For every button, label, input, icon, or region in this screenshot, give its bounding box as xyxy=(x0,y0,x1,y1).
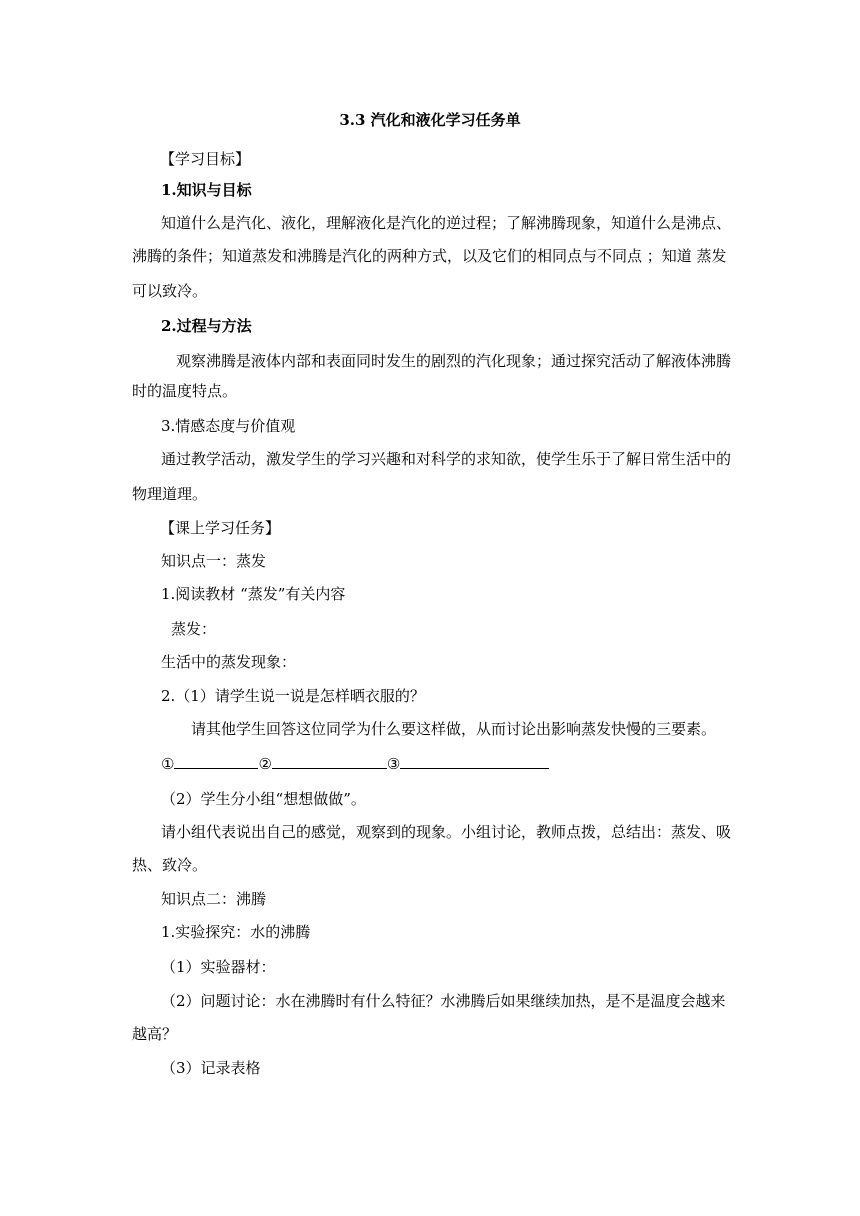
goal1-text-line: 可以致冷。 xyxy=(132,282,208,300)
kp1-life-label: 生活中的蒸发现象： xyxy=(161,653,297,671)
kp2-title: 知识点二：沸腾 xyxy=(161,890,267,908)
kp1-read: 1.阅读教材 “蒸发”有关内容 xyxy=(161,585,346,603)
kp2-discussion-line: （2）问题讨论：水在沸腾时有什么特征？水沸腾后如果继续加热，是不是温度会越来 xyxy=(161,992,726,1010)
kp2-experiment: 1.实验探究：水的沸腾 xyxy=(161,923,311,941)
kp2-record-table: （3）记录表格 xyxy=(161,1059,261,1077)
blank-row xyxy=(161,754,549,774)
answer-blank-1 xyxy=(174,754,258,769)
goal1-text-line: 沸腾的条件；知道蒸发和沸腾是汽化的两种方式，以及它们的相同点与不同点 ；知道 蒸发 xyxy=(132,247,727,265)
goal3-text-line: 通过教学活动，激发学生的学习兴趣和对科学的求知欲，使学生乐于了解日常生活中的 xyxy=(161,450,732,468)
kp1-group-text-line: 请小组代表说出自己的感觉，观察到的现象。小组讨论，教师点拨，总结出：蒸发、吸 xyxy=(161,823,732,841)
blank-mark-1: ① xyxy=(161,755,175,773)
goal2-text-line: 时的温度特点。 xyxy=(132,382,238,400)
goal2-text-line: 观察沸腾是液体内部和表面同时发生的剧烈的汽化现象；通过探究活动了解液体沸腾 xyxy=(176,352,732,370)
kp1-title: 知识点一：蒸发 xyxy=(161,552,267,570)
blank-mark-3: ③ xyxy=(386,755,401,773)
blank-mark-2: ② xyxy=(258,755,272,773)
answer-blank-2 xyxy=(272,754,387,769)
goal1-title: 1.知识与目标 xyxy=(161,181,252,199)
goal1-text-line: 知道什么是汽化、液化，理解液化是汽化的逆过程；了解沸腾现象，知道什么是沸点、 xyxy=(161,214,732,232)
goals-header: 【学习目标】 xyxy=(160,150,251,168)
kp1-evap-label: 蒸发： xyxy=(171,620,217,638)
kp1-question-2-2: （2）学生分小组“想想做做”。 xyxy=(161,790,366,808)
kp1-question-2: 2.（1）请学生说一说是怎样晒衣服的？ xyxy=(161,687,425,705)
tasks-header: 【课上学习任务】 xyxy=(160,519,281,537)
kp2-discussion-line: 越高？ xyxy=(132,1025,178,1043)
goal3-text-line: 物理道理。 xyxy=(132,485,208,503)
goal2-title: 2.过程与方法 xyxy=(161,317,252,335)
page-title: 3.3 汽化和液化学习任务单 xyxy=(339,111,521,129)
kp1-group-text-line: 热、致冷。 xyxy=(132,856,208,874)
kp1-question-followup: 请其他学生回答这位同学为什么要这样做，从而讨论出影响蒸发快慢的三要素。 xyxy=(191,720,717,738)
answer-blank-3 xyxy=(400,754,549,769)
kp2-equipment: （1）实验器材： xyxy=(161,958,276,976)
goal3-title: 3.情感态度与价值观 xyxy=(161,417,296,435)
